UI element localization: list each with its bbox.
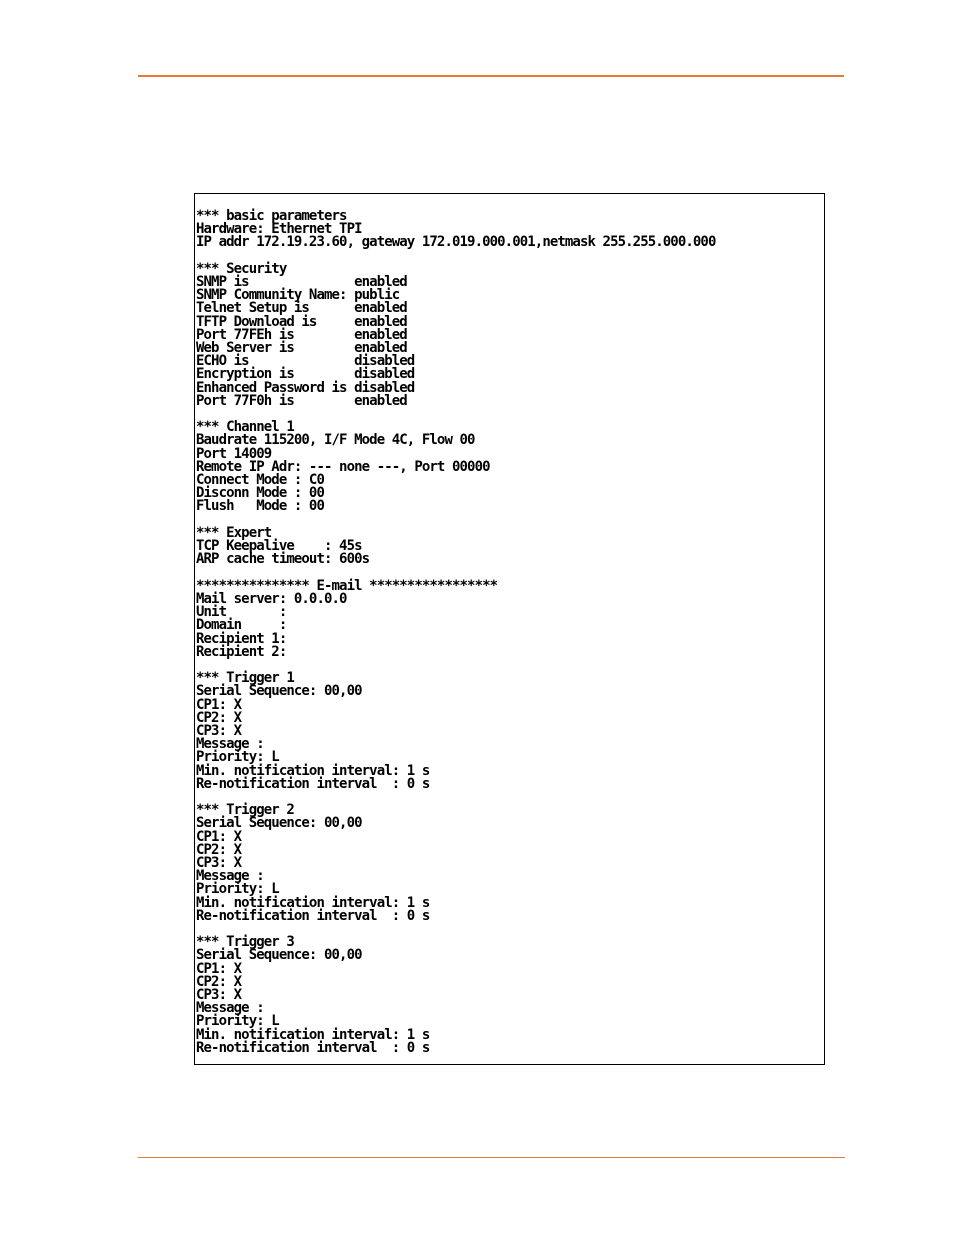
footer-rule bbox=[138, 1157, 845, 1158]
header-rule bbox=[138, 75, 844, 77]
terminal-output: *** basic parameters Hardware: Ethernet TPI IP addr 172.19.23.60, gateway 172.019.000.001,netmask 255.255.000.000 *** Security SNMP is enabled SNMP Community Name: public Telnet Setup is enabled TFTP Download is enabled Port 77FEh is enabled Web Server is enabled ECHO is disabled Encryption is disabled Enhanced Password is disabled Port 77F0h is enabled *** Channel 1 Baudrate 115200, I/F Mode 4C, Flow 00 Port 14009 Remote IP Adr: --- none ---, Port 00000 Connect Mode : C0 Disconn Mode : 00 Flush Mode : 00 *** Expert TCP Keepalive : 45s ARP cache timeout: 600s *************** E-mail ***************** Mail server: 0.0.0.0 Unit : Domain : Recipient 1: Recipient 2: *** Trigger 1 Serial Sequence: 00,00 CP1: X CP2: X CP3: X Message : Priority: L Min. notification interval: 1 s Re-notification interval : 0 s *** Trigger 2 Serial Sequence: 00,00 CP1: X CP2: X CP3: X Message : Priority: L Min. notification interval: 1 s Re-notification interval : 0 s *** Trigger 3 Serial Sequence: 00,00 CP1: X CP2: X CP3: X Message : Priority: L Min. notification interval: 1 s Re-notification interval : 0 s bbox=[196, 208, 716, 1056]
terminal-screenshot-frame bbox=[194, 193, 825, 1065]
